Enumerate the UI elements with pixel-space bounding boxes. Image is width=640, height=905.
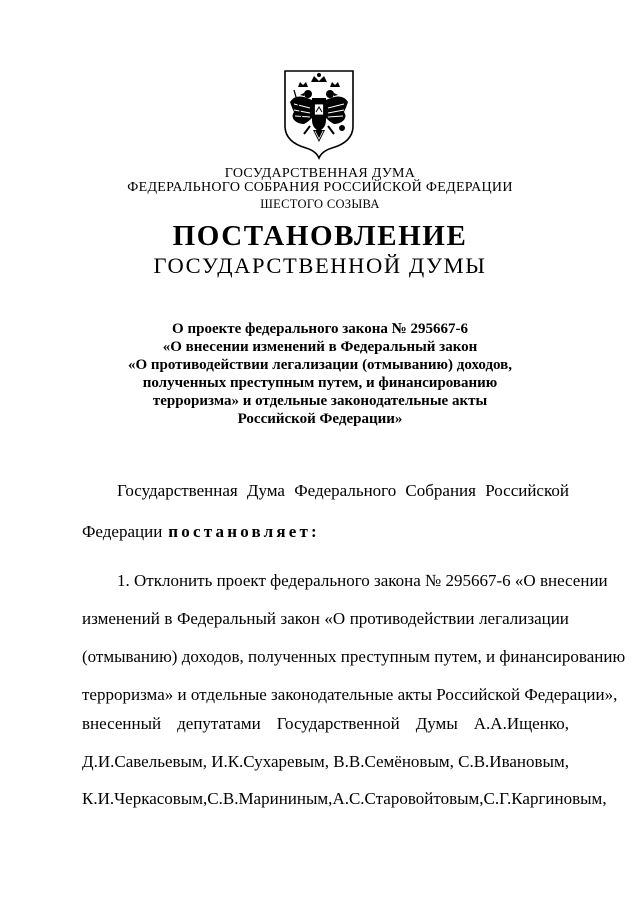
preamble-word: Федерального [294, 481, 397, 500]
paragraph-word: А.А.Ищенко, [473, 714, 569, 733]
preamble-word: Дума [246, 481, 285, 500]
organization-name-line1: ГОСУДАРСТВЕННАЯ ДУМА [224, 166, 416, 181]
paragraph1-line1: 1. Отклонить проект федерального закона № 295667-6 «О внесении [117, 571, 608, 590]
paragraph-word: Федеральный [176, 609, 276, 628]
title-line: «О противодействии легализации (отмыванию) доходов, [127, 357, 513, 373]
preamble-line2 [82, 522, 569, 542]
paragraph-word: противодействии [349, 609, 475, 628]
organization-name-line2: ФЕДЕРАЛЬНОГО СОБРАНИЯ РОССИЙСКОЙ ФЕДЕРАЦИИ [127, 180, 513, 195]
paragraph1-line3: (отмыванию) доходов, полученных преступным путем, и финансированию [82, 647, 626, 666]
paragraph1-line2 [82, 609, 569, 629]
preamble-word: Российской [485, 481, 569, 500]
document-issuer-subtitle: ГОСУДАРСТВЕННОЙ ДУМЫ [153, 253, 487, 278]
coat-of-arms-icon [282, 68, 356, 160]
paragraph-word: изменений [82, 609, 160, 628]
deputy-name: С.В.Ивановым, [458, 752, 569, 771]
preamble-word: Государственная [117, 481, 238, 500]
deputy-name: А.С.Старовойтовым, [332, 789, 484, 808]
deputy-name: Д.И.Савельевым, [82, 752, 207, 771]
paragraph1-line4: терроризма» и отдельные законодательные акты Российской Федерации», [82, 685, 618, 704]
paragraph-word: легализации [479, 609, 569, 628]
deputy-name: В.В.Семёновым, [333, 752, 454, 771]
paragraph-word: закон [280, 609, 320, 628]
paragraph1-line5 [82, 714, 569, 734]
preamble-text: Федерации [82, 522, 163, 541]
title-line: «О внесении изменений в Федеральный закон [162, 339, 478, 355]
paragraph-word: внесенный [82, 714, 162, 733]
title-line: О проекте федерального закона № 295667-6 [172, 321, 468, 337]
deputy-name: И.К.Сухаревым, [211, 752, 330, 771]
document-type-title: ПОСТАНОВЛЕНИЕ [172, 220, 468, 252]
paragraph-word: в [164, 609, 173, 628]
coat-of-arms-emblem [282, 68, 356, 160]
preamble-word: Собрания [405, 481, 476, 500]
preamble-line1 [117, 481, 569, 501]
paragraph1-line7 [82, 789, 607, 809]
title-line: Российской Федерации» [237, 411, 403, 427]
resolves-keyword: постановляет: [168, 522, 320, 541]
resolution-title [0, 320, 640, 428]
deputy-name: С.Г.Каргиновым, [483, 789, 607, 808]
paragraph-word: Думы [415, 714, 458, 733]
convocation-label: ШЕСТОГО СОЗЫВА [260, 197, 380, 211]
paragraph-word: депутатами [177, 714, 261, 733]
deputy-name: С.В.Марининым, [207, 789, 333, 808]
title-line: полученных преступным путем, и финансированию [142, 375, 498, 391]
paragraph-word: «О [324, 609, 346, 628]
deputy-name: К.И.Черкасовым, [82, 789, 208, 808]
paragraph1-line6 [82, 752, 569, 772]
paragraph-word: Государственной [276, 714, 400, 733]
title-line: терроризма» и отдельные законодательные акты [152, 393, 488, 409]
